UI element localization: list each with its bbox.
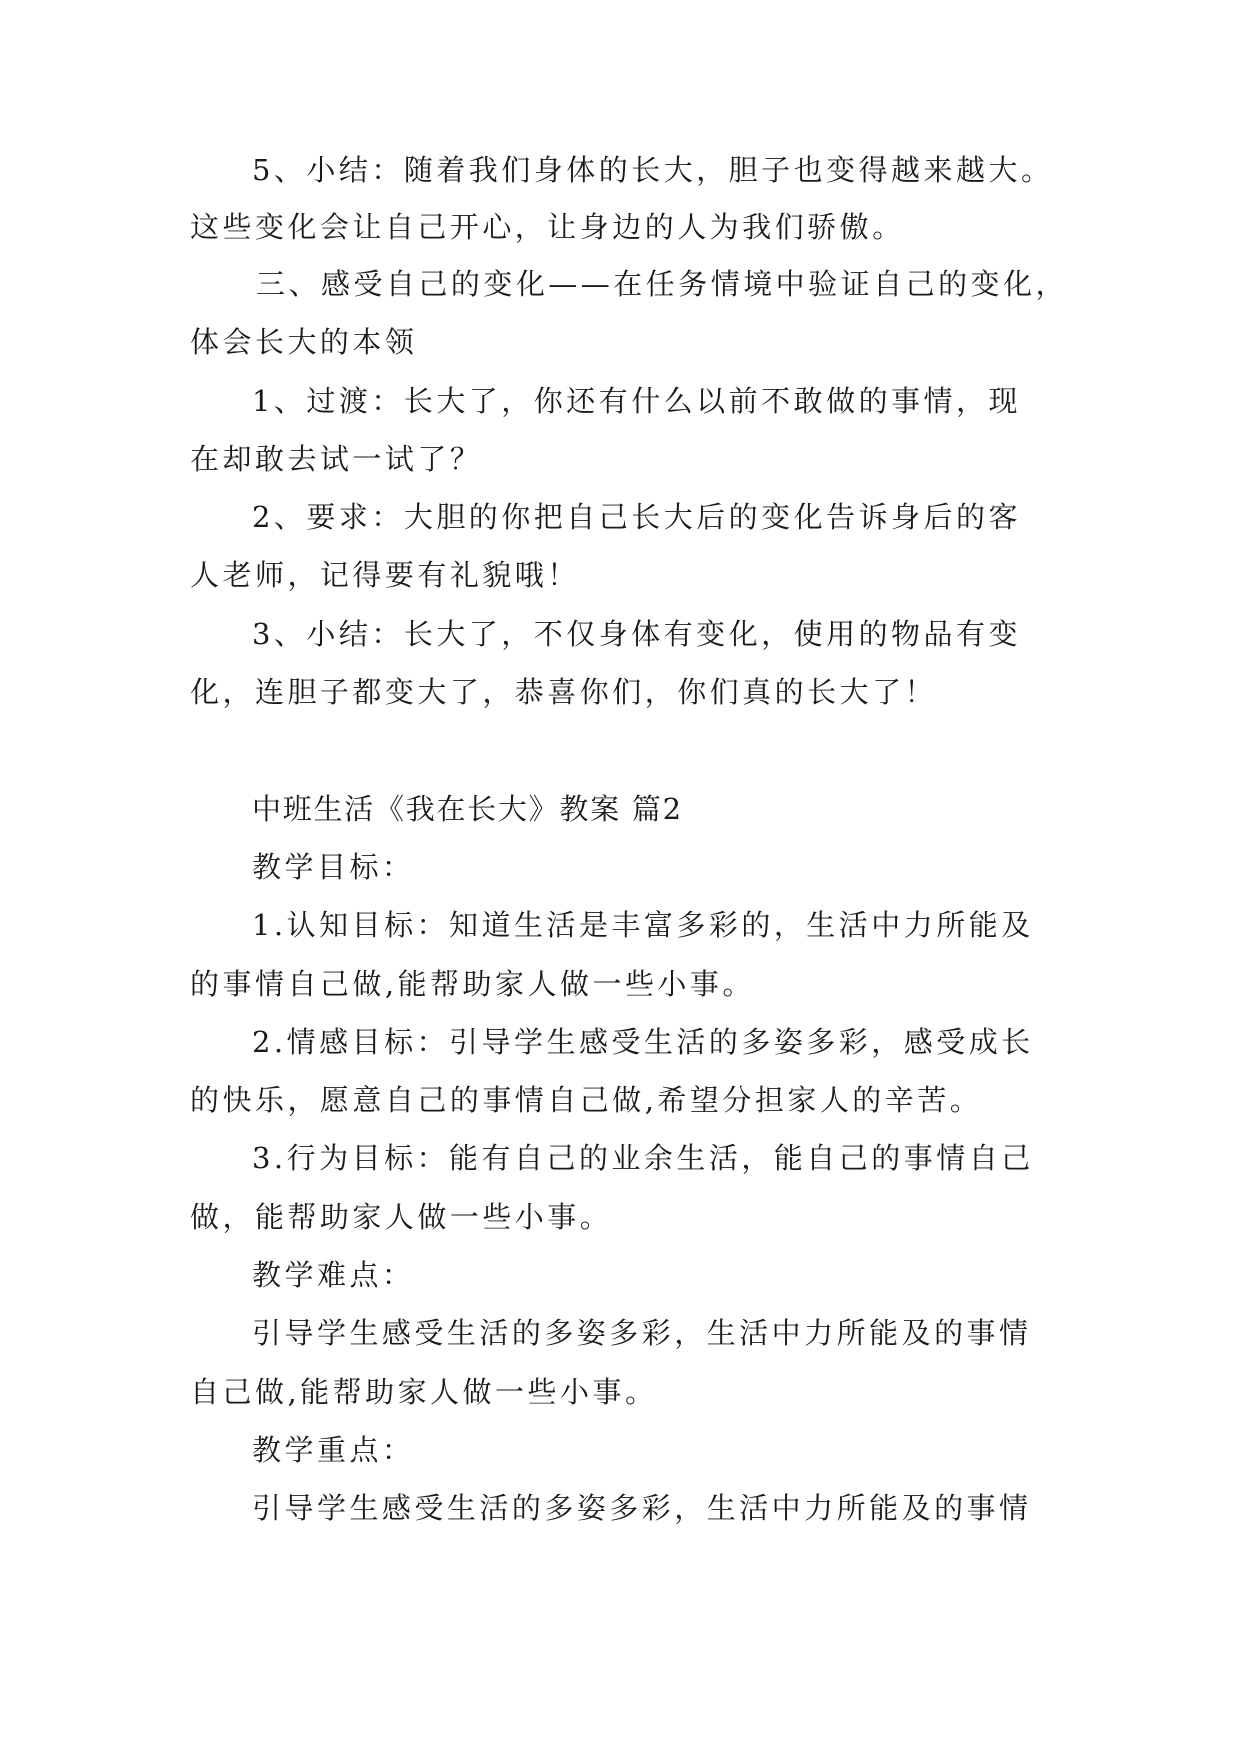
teaching-difficulty-line-1: 引导学生感受生活的多姿多彩，生活中力所能及的事情 <box>252 1316 1032 1350</box>
section-three-title-line-2: 体会长大的本领 <box>190 325 418 359</box>
paragraph-summary-5-line-1: 5、小结：随着我们身体的长大，胆子也变得越来越大。 <box>252 153 1054 187</box>
paragraph-summary-3-line-1: 3、小结：长大了，不仅身体有变化，使用的物品有变 <box>252 617 1021 651</box>
paragraph-requirement-line-1: 2、要求：大胆的你把自己长大后的变化告诉身后的客 <box>252 500 1021 534</box>
lesson-plan-heading: 中班生活《我在长大》教案 篇2 <box>252 792 683 826</box>
teaching-difficulty-label: 教学难点： <box>252 1258 415 1292</box>
behavior-goal-line-2: 做，能帮助家人做一些小事。 <box>190 1200 613 1234</box>
behavior-goal-line-1: 3.行为目标：能有自己的业余生活，能自己的事情自己 <box>252 1141 1034 1175</box>
teaching-focus-label: 教学重点： <box>252 1433 415 1467</box>
paragraph-summary-3-line-2: 化，连胆子都变大了，恭喜你们，你们真的长大了！ <box>190 675 938 709</box>
teaching-goals-label: 教学目标： <box>252 850 415 884</box>
paragraph-requirement-line-2: 人老师，记得要有礼貌哦！ <box>190 558 580 592</box>
paragraph-summary-5-line-2: 这些变化会让自己开心，让身边的人为我们骄傲。 <box>190 210 905 244</box>
teaching-focus-line-1: 引导学生感受生活的多姿多彩，生活中力所能及的事情 <box>252 1491 1032 1525</box>
emotional-goal-line-2: 的快乐，愿意自己的事情自己做,希望分担家人的辛苦。 <box>190 1083 983 1117</box>
cognitive-goal-line-1: 1.认知目标：知道生活是丰富多彩的，生活中力所能及 <box>252 908 1034 942</box>
teaching-difficulty-line-2: 自己做,能帮助家人做一些小事。 <box>190 1375 658 1409</box>
cognitive-goal-line-2: 的事情自己做,能帮助家人做一些小事。 <box>190 967 755 1001</box>
paragraph-transition-line-1: 1、过渡：长大了，你还有什么以前不敢做的事情，现 <box>252 384 1021 418</box>
section-three-title-line-1: 三、感受自己的变化——在任务情境中验证自己的变化， <box>256 267 1069 301</box>
emotional-goal-line-1: 2.情感目标：引导学生感受生活的多姿多彩，感受成长 <box>252 1025 1034 1059</box>
paragraph-transition-line-2: 在却敢去试一试了？ <box>190 442 483 476</box>
